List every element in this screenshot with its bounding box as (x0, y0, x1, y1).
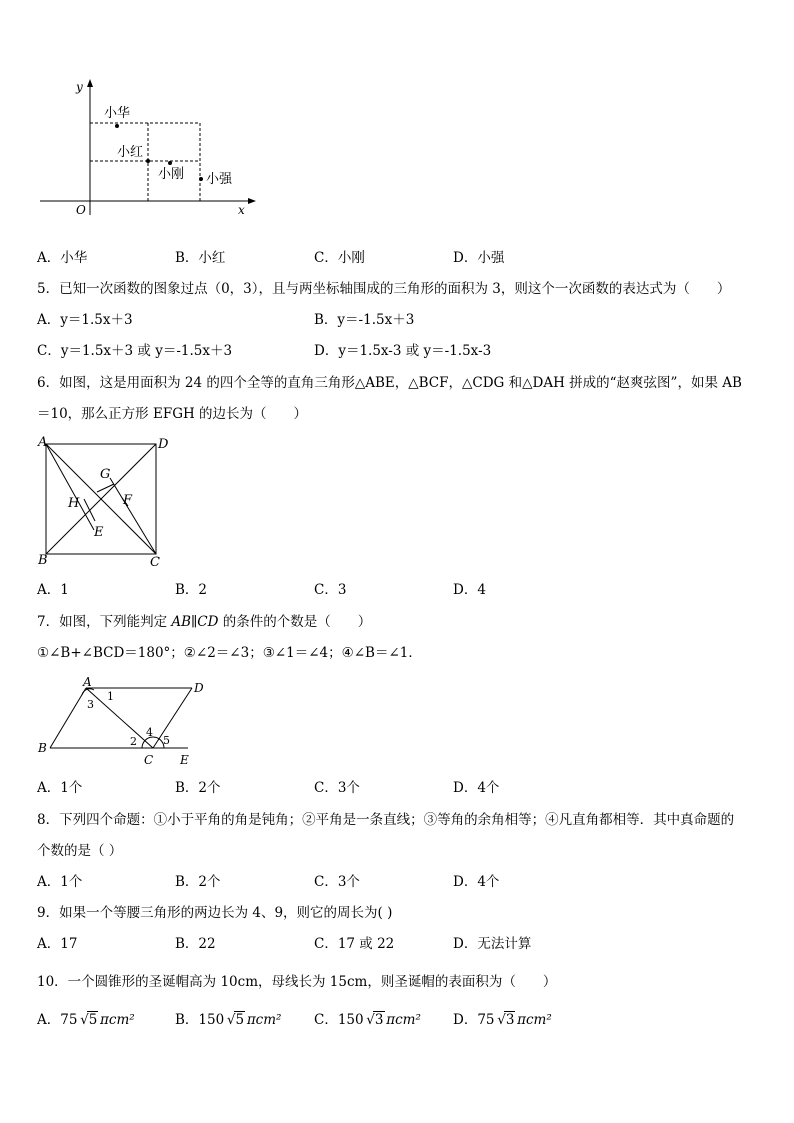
angle-label: 1 (107, 690, 114, 703)
coordinate-figure (30, 75, 260, 225)
option-d: D．4个 (453, 874, 500, 890)
point-label: 小刚 (158, 167, 185, 182)
radicand: 3 (374, 1012, 384, 1028)
question-10-stem: 10．一个圆锥形的圣诞帽高为 10cm，母线长为 15cm，则圣诞帽的表面积为（ ） (37, 974, 557, 990)
question-6-stem-line2: ＝10，那么正方形 EFGH 的边长为（ ） (37, 406, 308, 422)
question-6-stem-line1: 6．如图，这是用面积为 24 的四个全等的直角三角形△ABE，△BCF，△CDG 和△DAH 拼成的“赵爽弦图”，如果 AB (37, 375, 742, 391)
option-a: A．17 (37, 936, 78, 952)
question-5-stem: 5．已知一次函数的图象过点（0，3），且与两坐标轴围成的三角形的面积为 3，则这个一次函数的表达式为（ ） (37, 281, 731, 297)
parallelogram-figure (34, 672, 214, 770)
vertex-label: B (38, 553, 48, 568)
x-axis-label: x (238, 203, 245, 217)
option-b: B．2个 (175, 780, 221, 796)
option-a: A．y＝1.5x＋3 (37, 312, 133, 328)
option-c: C．y＝1.5x＋3 或 y＝-1.5x＋3 (37, 343, 233, 359)
option-unit: πcm² (517, 1012, 552, 1028)
option-prefix: A．75 (37, 1012, 78, 1028)
vertex-label: F (123, 493, 133, 508)
angle-label: 3 (87, 698, 94, 711)
option-b: B．2个 (175, 874, 221, 890)
question-9-stem: 9．如果一个等腰三角形的两边长为 4、9，则它的周长为( ) (37, 905, 393, 921)
option-unit: πcm² (246, 1012, 282, 1028)
option-c: C．3个 (314, 780, 360, 796)
option-d: D．4个 (453, 780, 500, 796)
option-prefix: B．150 (175, 1012, 225, 1028)
option-c: C．小刚 (314, 250, 365, 266)
vertex-label: C (144, 753, 154, 767)
option-a: A．1 (37, 582, 69, 598)
origin-label: O (76, 203, 86, 217)
option-unit: πcm² (386, 1012, 421, 1028)
point-label: 小强 (206, 172, 233, 187)
vertex-label: D (194, 681, 204, 695)
question-7-stem (37, 612, 371, 632)
question-7-stem-math: AB∥CD (171, 614, 219, 630)
option-prefix: C．150 (314, 1012, 364, 1028)
option-d: D．无法计算 (453, 936, 532, 952)
angle-label: 5 (163, 734, 170, 747)
angle-label: 2 (130, 735, 137, 748)
option-a: A．1个 (37, 874, 83, 890)
radicand: 5 (88, 1012, 98, 1028)
option-b: B．150 √5 πcm² (175, 1012, 282, 1028)
option-c: C．3 (314, 582, 347, 598)
vertex-label: E (180, 753, 189, 767)
option-b: B．小红 (175, 250, 226, 266)
option-c: C．17 或 22 (314, 936, 395, 952)
option-b: B．y＝-1.5x＋3 (314, 312, 415, 328)
question-7-stem-pre: 7．如图，下列能判定 (37, 614, 172, 630)
option-a: A．1个 (37, 780, 83, 796)
vertex-label: C (150, 555, 160, 570)
vertex-label: G (100, 467, 111, 482)
option-prefix: D．75 (453, 1012, 495, 1028)
option-d: D．小强 (453, 250, 505, 266)
option-unit: πcm² (100, 1012, 135, 1028)
option-d: D．75 √3 πcm² (453, 1012, 552, 1028)
point-label: 小红 (117, 145, 144, 160)
option-b: B．22 (175, 936, 216, 952)
option-c: C．3个 (314, 874, 360, 890)
option-d: D．y＝1.5x-3 或 y＝-1.5x-3 (314, 343, 492, 359)
zhao-shuang-figure (34, 432, 174, 572)
question-8-stem-line1: 8．下列四个命题：①小于平角的角是钝角；②平角是一条直线；③等角的余角相等；④凡直角都相等．其中真命题的 (37, 812, 735, 828)
radicand: 3 (505, 1012, 515, 1028)
question-8-stem-line2: 个数的是（ ） (37, 843, 123, 859)
y-axis-label: y (76, 80, 83, 94)
option-c: C．150 √3 πcm² (314, 1012, 421, 1028)
vertex-label: E (94, 525, 104, 540)
point-label: 小华 (104, 106, 131, 121)
vertex-label: D (158, 437, 169, 452)
angle-label: 4 (146, 726, 153, 739)
option-a: A．小华 (37, 250, 88, 266)
option-b: B．2 (175, 582, 208, 598)
option-a: A．75 √5 πcm² (37, 1012, 135, 1028)
radicand: 5 (235, 1012, 245, 1028)
vertex-label: H (68, 496, 80, 511)
vertex-label: A (83, 675, 92, 689)
question-7-stem-post: 的条件的个数是（ ） (218, 614, 372, 630)
question-7-conditions: ①∠B+∠BCD＝180°；②∠2＝∠3；③∠1＝∠4；④∠B＝∠1． (37, 645, 422, 661)
option-d: D．4 (453, 582, 486, 598)
vertex-label: B (38, 741, 47, 755)
vertex-label: A (38, 435, 48, 450)
